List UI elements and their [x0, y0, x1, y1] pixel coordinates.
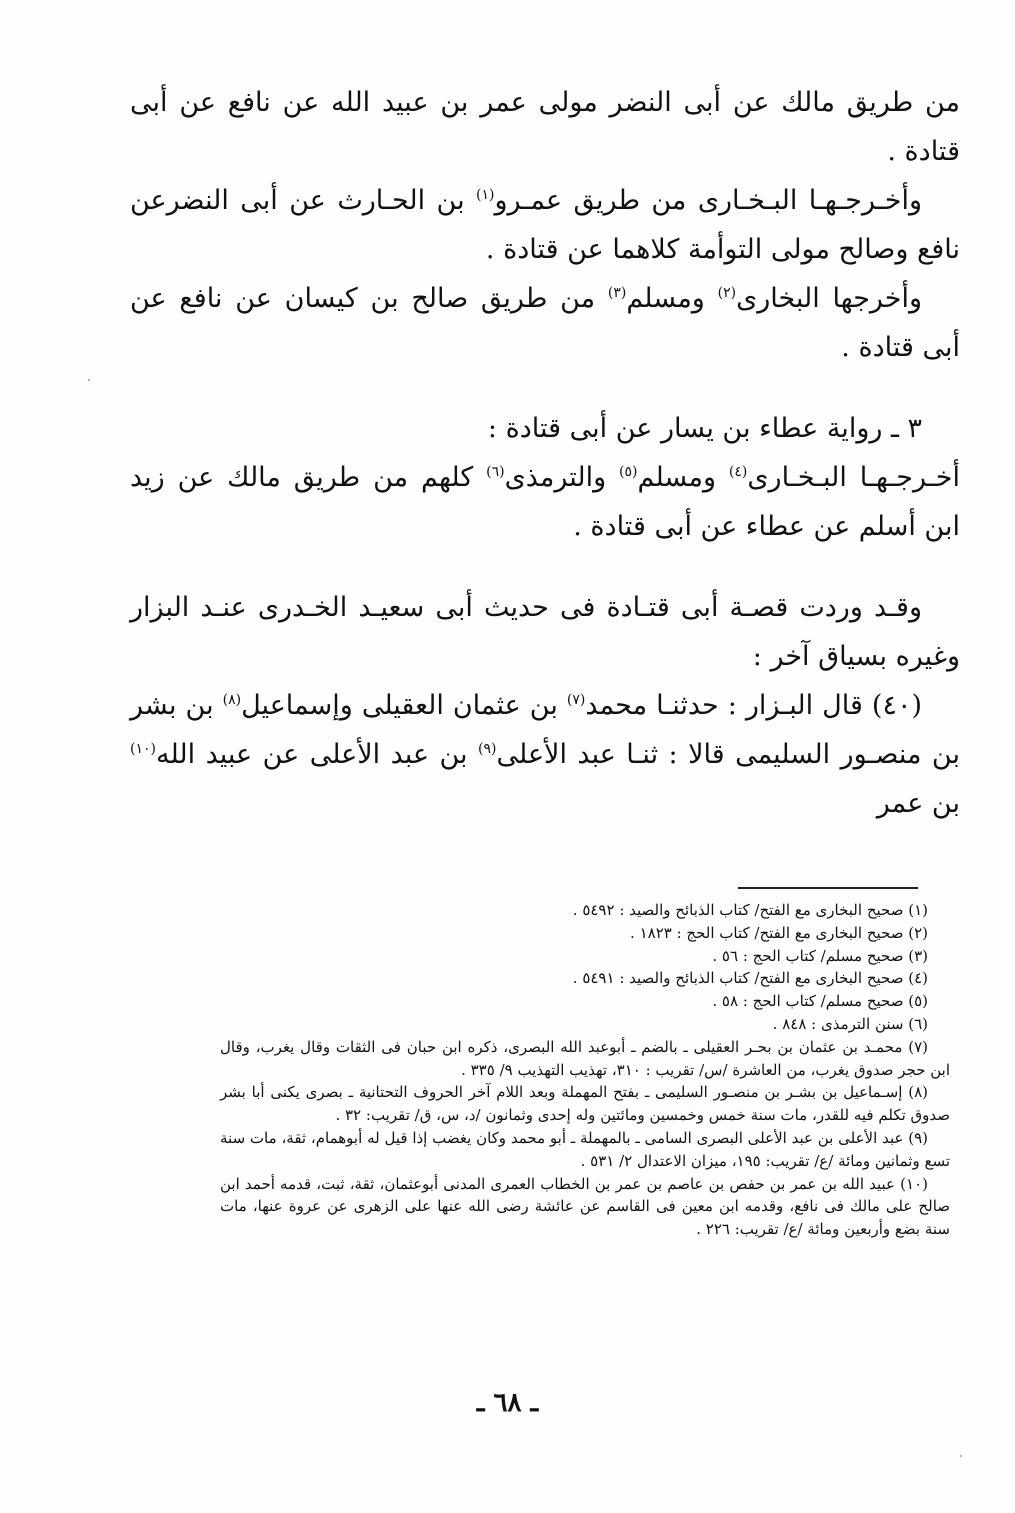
paragraph-4-text-a: أخـرجـهـا البـخـارى [747, 462, 960, 493]
footnote-ref-4: (٤) [728, 464, 748, 480]
paragraph-5 [130, 583, 960, 681]
footnote-1: (١) صحيح البخارى مع الفتح/ كتاب الذبائح والصيد : ٥٤٩٢ . [572, 901, 928, 919]
footnote-10: (١٠) عبيد الله بن عمر بن حفص بن عاصم بن عمر بن الخطاب العمرى المدنى أبوعثمان، ثقة، ثبت، قدمه أحمد ابن صالح على مالك فى نافع، وقدمه ابن معين فى القاسم عن عائشة رضى الله عنها على الزهرى عن عروة عنها، مات سنة بضع وأربعين ومائة /ع/ تقريب: ٢٢٦ . [220, 1174, 950, 1239]
paragraph-6-text-e: بن عمر [876, 788, 960, 819]
paragraph-2-text-a: وأخـرجـهـا البـخـارى من طريق عمـرو [494, 185, 923, 216]
footnotes [220, 899, 950, 1241]
section-3-title [130, 404, 960, 453]
footnote-6: (٦) سنن الترمذى : ٨٤٨ . [772, 1014, 928, 1033]
paragraph-4-text-c: والترمذى [504, 462, 620, 493]
paragraph-5-text: وقـد وردت قصـة أبى قتـادة فى حديث أبى سعيـد الخـدرى عنـد البزار وغيره بسياق آخر : [130, 592, 960, 672]
footnote-separator [738, 887, 918, 889]
paragraph-1 [130, 78, 960, 176]
footnote-ref-1: (١) [476, 187, 495, 203]
footnote-ref-3: (٣) [607, 285, 627, 301]
footnote-7: (٧) محمـد بن عثمان بن بحـر العقيلى ـ بالضم ـ أبوعبد الله البصرى، ذكره ابن حبان فى الثقات وقال يغرب، وقال ابن حجر صدوق يغرب، من العاشرة /س/ تقريب : ٣١٠، تهذيب التهذيب ٩/ ٣٣٥ . [220, 1037, 950, 1079]
section-3-title-text: ٣ ـ رواية عطاء بن يسار عن أبى قتادة : [487, 413, 922, 444]
footnote-4: (٤) صحيح البخارى مع الفتح/ كتاب الذبائح والصيد : ٥٤٩١ . [572, 969, 928, 988]
paragraph-6-text-a: (٤٠) قال البـزار : حدثنـا محمد [585, 690, 923, 721]
paragraph-2 [130, 176, 960, 274]
scan-speck [88, 379, 90, 381]
paragraph-3-text-c: من طريق صالح بن كيسان عن نافع عن أبى قتادة . [130, 283, 960, 363]
paragraph-6-text-b: بن عثمان العقيلى وإسماعيل [241, 690, 567, 721]
footnote-2: (٢) صحيح البخارى مع الفتح/ كتاب الحج : ١٨٢٣ . [630, 923, 928, 942]
footnote-ref-7: (٧) [566, 692, 586, 708]
footnote-ref-9: (٩) [478, 741, 497, 757]
paragraph-6-text-d: بن عبد الأعلى عن عبيد الله [155, 739, 479, 770]
page-number: ـ ٦٨ ـ [476, 1388, 539, 1418]
footnote-ref-5: (٥) [619, 464, 638, 480]
footnote-5: (٥) صحيح مسلم/ كتاب الحج : ٥٨ . [712, 992, 928, 1011]
footnote-ref-8: (٨) [222, 692, 242, 708]
footnote-ref-2: (٢) [717, 285, 737, 301]
paragraph-1-text: من طريق مالك عن أبى النضر مولى عمر بن عبيد الله عن نافع عن أبى قتادة . [130, 87, 960, 167]
paragraph-4-text-b: ومسلم [637, 462, 729, 493]
paragraph-3-text-b: ومسلم [626, 283, 718, 314]
paragraph-6-text-c: بن بشر بن منصـور السليمى قالا : ثنـا عبد الأعلى [130, 690, 960, 770]
footnote-ref-6: (٦) [486, 464, 505, 480]
paragraph-3 [130, 274, 960, 372]
scan-speck [960, 1455, 962, 1457]
main-text [130, 78, 960, 828]
paragraph-2-text-b: بن الحـارث عن أبى النضرعن نافع وصالح مولى التوأمة كلاهما عن قتادة . [130, 185, 960, 265]
footnote-3: (٣) صحيح مسلم/ كتاب الحج : ٥٦ . [712, 946, 928, 965]
paragraph-4-text-d: كلهم من طريق مالك عن زيد ابن أسلم عن عطاء عن أبى قتادة . [130, 462, 960, 542]
footnote-ref-10: (١٠) [130, 741, 156, 757]
paragraph-4 [130, 453, 960, 551]
paragraph-3-text-a: وأخرجها البخارى [736, 283, 923, 314]
footnote-8: (٨) إسـماعيل بن بشـر بن منصـور السليمى ـ بفتح المهملة وبعد اللام آخر الحروف التحتانية ـ بصرى يكنى أبا بشر صدوق تكلم فيه للقدر، مات سنة خمس وخمسين ومائتين وله إحدى وثمانون /د، س، ق/ تقريب: ٣٢ . [220, 1083, 950, 1125]
footnote-9: (٩) عبد الأعلى بن عبد الأعلى البصرى السامى ـ بالمهملة ـ أبو محمد وكان يغضب إذا قيل له أبوهمام، ثقة، مات سنة تسع وثمانين ومائة /ع/ تقريب: ١٩٥، ميزان الاعتدال ٢/ ٥٣١ . [220, 1128, 950, 1170]
paragraph-6 [130, 681, 960, 828]
